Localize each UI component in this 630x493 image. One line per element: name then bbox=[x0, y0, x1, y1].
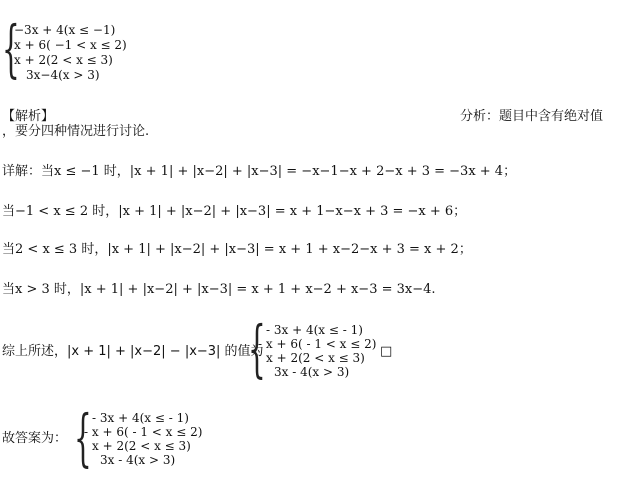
summary-suffix-box: □ bbox=[380, 344, 393, 359]
detail-line-1 bbox=[2, 165, 516, 179]
top-piecewise-system bbox=[2, 12, 162, 85]
analysis-continued: ，要分四种情况进行讨论. bbox=[2, 124, 150, 139]
answer-row-1: - 3x + 4(x ≤ - 1) bbox=[92, 411, 189, 425]
analysis-right-text: 分析：题目中含有绝对值 bbox=[460, 109, 604, 124]
detail-line-3-prefix: 当 bbox=[2, 242, 16, 257]
top-system-row-2: x + 6( −1 < x ≤ 2) bbox=[14, 38, 127, 52]
summary-piecewise-system bbox=[248, 312, 383, 385]
summary-row-2: - x + 6( - 1 < x ≤ 2) bbox=[258, 337, 377, 351]
detail-line-4 bbox=[2, 283, 436, 297]
detail-line-1-prefix: 详解：当 bbox=[2, 164, 55, 179]
detail-line-2-prefix: 当 bbox=[2, 204, 16, 219]
answer-row-2: - x + 6( - 1 < x ≤ 2) bbox=[84, 425, 203, 439]
summary-brace-icon: { bbox=[248, 312, 266, 385]
summary-row-1: - 3x + 4(x ≤ - 1) bbox=[266, 323, 363, 337]
analysis-label: 【解析】 bbox=[2, 109, 55, 124]
detail-line-4-text: x > 3 时，|x + 1| + |x−2| + |x−3| = x + 1 + x−2 + x−3 = 3x−4. bbox=[15, 282, 436, 297]
detail-line-2-text: −1 < x ≤ 2 时，|x + 1| + |x−2| + |x−3| = x + 1−x−x + 3 = −x + 6； bbox=[15, 204, 467, 219]
detail-line-2 bbox=[2, 205, 466, 219]
left-brace-icon: { bbox=[2, 12, 20, 85]
top-system-row-3: x + 2(2 < x ≤ 3) bbox=[14, 53, 113, 67]
answer-piecewise-system bbox=[74, 401, 209, 474]
detail-line-3-text: 2 < x ≤ 3 时，|x + 1| + |x−2| + |x−3| = x + 1 + x−2−x + 3 = x + 2； bbox=[15, 242, 472, 257]
answer-row-4: 3x - 4(x > 3) bbox=[100, 453, 176, 467]
detail-line-3 bbox=[2, 243, 472, 257]
detail-line-4-prefix: 当 bbox=[2, 282, 16, 297]
summary-prefix: 综上所述，|x + 1| + |x−2| − |x−3| 的值为 bbox=[2, 344, 264, 359]
top-system-row-4: 3x−4(x > 3) bbox=[26, 68, 100, 82]
summary-row-3: x + 2(2 < x ≤ 3) bbox=[266, 351, 365, 365]
answer-row-3: x + 2(2 < x ≤ 3) bbox=[92, 439, 191, 453]
answer-brace-icon: { bbox=[74, 401, 92, 474]
detail-line-1-text: x ≤ −1 时，|x + 1| + |x−2| + |x−3| = −x−1−x + 2−x + 3 = −3x + 4； bbox=[54, 164, 517, 179]
summary-row-4: 3x - 4(x > 3) bbox=[274, 365, 350, 379]
top-system-row-1: −3x + 4(x ≤ −1) bbox=[14, 23, 116, 37]
answer-prefix: 故答案为： bbox=[2, 431, 68, 446]
